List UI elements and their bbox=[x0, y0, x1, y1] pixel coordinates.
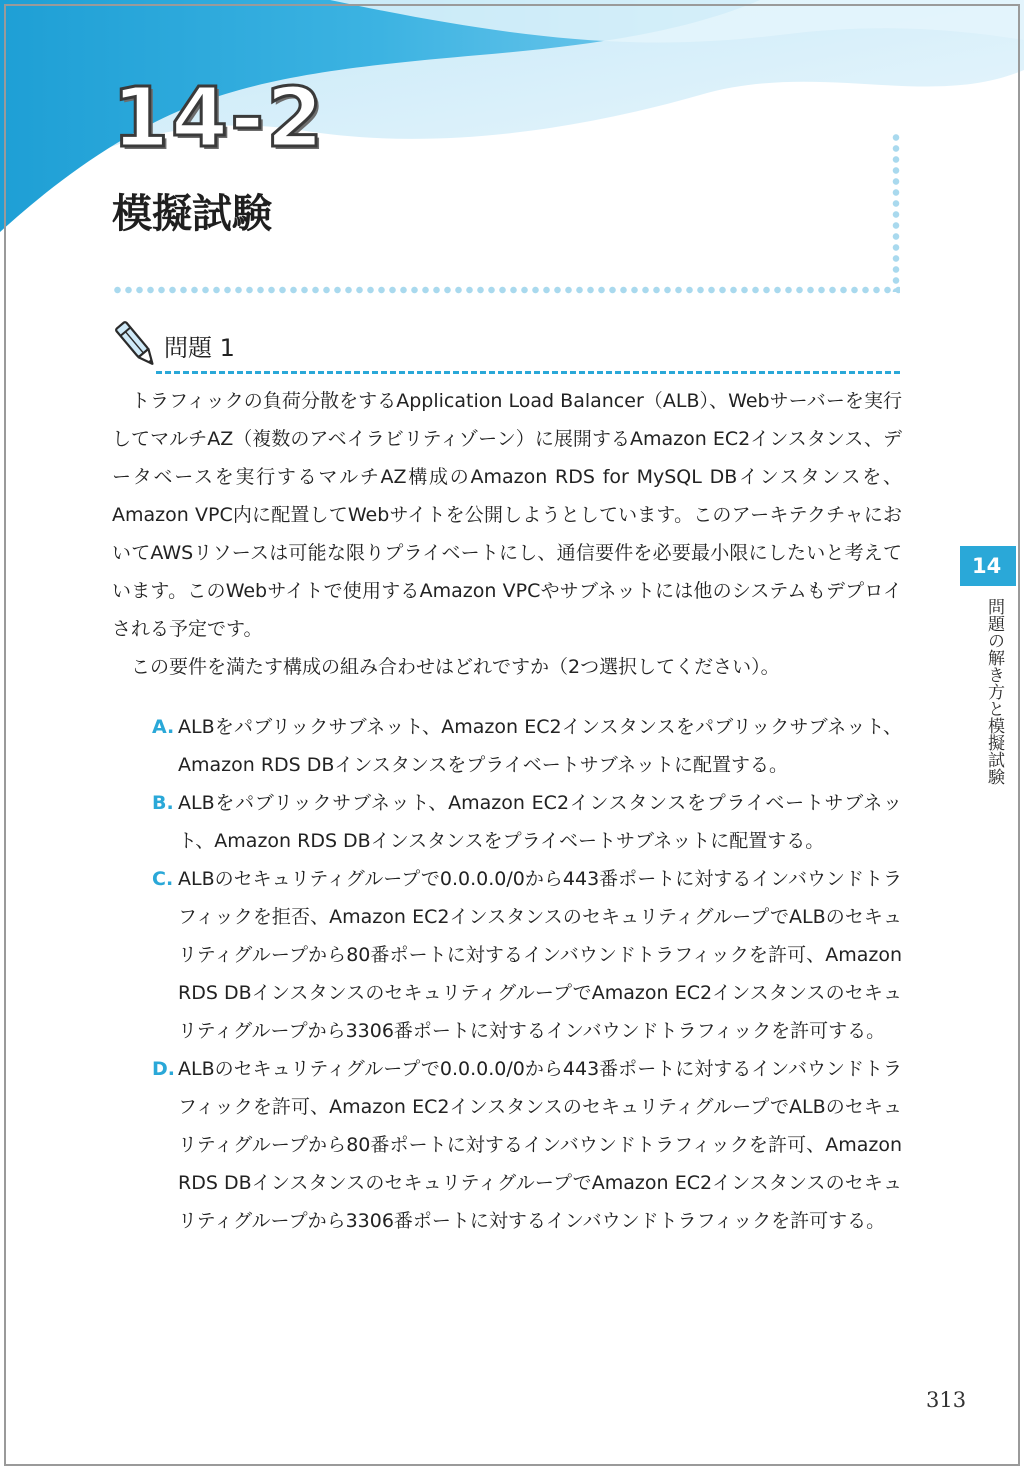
choice-d bbox=[112, 1050, 902, 1240]
choice-c bbox=[112, 860, 902, 1050]
chapter-caption: 問題の解き方と模擬試験 bbox=[984, 598, 1004, 785]
choice-letter: B. bbox=[152, 792, 174, 814]
question-text bbox=[112, 382, 902, 686]
choice-text: ALBのセキュリティグループで0.0.0.0/0から443番ポートに対するインバウンドトラフィックを拒否、Amazon EC2インスタンスのセキュリティグループでALBのセキュリティグループから80番ポートに対するインバウンドトラフィックを許可、Amazon RDS DBインスタンスのセキュリティグループでAmazon EC2インスタンスのセキュリティグループから3306番ポートに対するインバウンドトラフィックを許可する。 bbox=[178, 868, 902, 1042]
problem-heading bbox=[112, 318, 902, 378]
problem-body bbox=[112, 382, 902, 1240]
question-instruction: この要件を満たす構成の組み合わせはどれですか（2つ選択してください）。 bbox=[131, 656, 780, 678]
page-number: 313 bbox=[926, 1388, 967, 1412]
choice-letter: C. bbox=[152, 868, 174, 890]
chapter-tab: 14 bbox=[960, 546, 1016, 586]
choice-text: ALBをパブリックサブネット、Amazon EC2インスタンスをパブリックサブネット、Amazon RDS DBインスタンスをプライベートサブネットに配置する。 bbox=[178, 716, 902, 776]
dotted-border-vertical bbox=[892, 132, 900, 292]
section-number: 14-2 bbox=[112, 71, 326, 166]
choice-letter: D. bbox=[152, 1058, 175, 1080]
problem-label: 問題 1 bbox=[164, 334, 235, 362]
question-paragraph: トラフィックの負荷分散をするApplication Load Balancer（ALB）、Webサーバーを実行してマルチAZ（複数のアベイラビリティゾーン）に展開するAmazon EC2インスタンス、データベースを実行するマルチAZ構成のAmazon RDS for MySQL DBインスタンスを、Amazon VPC内に配置してWebサイトを公開しようとしています。このアーキテクチャにおいてAWSリソースは可能な限りプライベートにし、通信要件を必要最小限にしたいと考えています。このWebサイトで使用するAmazon VPCやサブネットには他のシステムもデプロイされる予定です。 bbox=[112, 390, 902, 640]
pencil-icon bbox=[112, 318, 160, 372]
section-title: 模擬試験 bbox=[112, 191, 272, 237]
choice-text: ALBをパブリックサブネット、Amazon EC2インスタンスをプライベートサブネット、Amazon RDS DBインスタンスをプライベートサブネットに配置する。 bbox=[178, 792, 902, 852]
choice-a bbox=[112, 708, 902, 784]
choice-letter: A. bbox=[152, 716, 175, 738]
choice-b bbox=[112, 784, 902, 860]
dotted-border-horizontal bbox=[112, 286, 900, 294]
problem-dashed-rule bbox=[156, 371, 900, 374]
choice-list bbox=[112, 708, 902, 1240]
choice-text: ALBのセキュリティグループで0.0.0.0/0から443番ポートに対するインバウンドトラフィックを許可、Amazon EC2インスタンスのセキュリティグループでALBのセキュリティグループから80番ポートに対するインバウンドトラフィックを許可、Amazon RDS DBインスタンスのセキュリティグループでAmazon EC2インスタンスのセキュリティグループから3306番ポートに対するインバウンドトラフィックを許可する。 bbox=[178, 1058, 902, 1232]
